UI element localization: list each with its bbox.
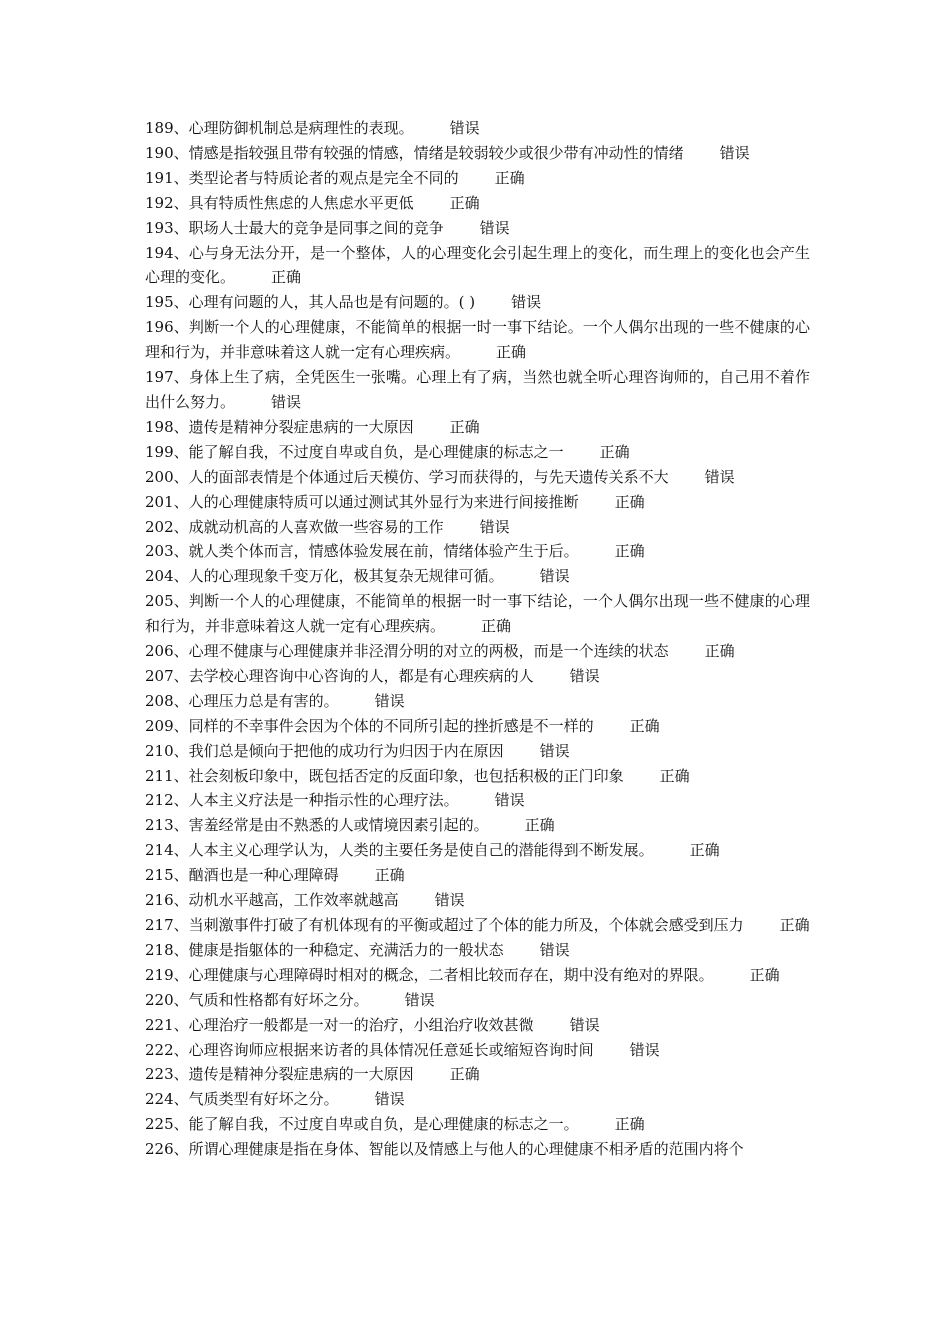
answer-text: 正确 [449,417,480,436]
question-item [145,938,810,963]
question-item [145,689,810,714]
answer-text: 错误 [434,891,465,910]
question-text: 192、具有特质性焦虑的人焦虑水平更低 [145,193,414,212]
question-text: 203、就人类个体而言，情感体验发展在前，情绪体验产生于后。 [145,542,579,561]
question-item [145,116,810,141]
question-text: 204、人的心理现象千变万化，极其复杂无规律可循。 [145,567,504,586]
answer-text: 正确 [496,343,527,362]
question-text: 214、人本主义心理学认为，人类的主要任务是使自己的潜能得到不断发展。 [145,841,654,860]
question-text: 209、同样的不幸事件会因为个体的不同所引起的挫折感是不一样的 [145,716,594,735]
question-item [145,1087,810,1112]
answer-text: 错误 [494,791,525,810]
answer-text: 正确 [374,866,405,885]
answer-text: 正确 [614,542,645,561]
question-item [145,166,810,191]
question-text: 216、动机水平越高，工作效率就越高 [145,891,399,910]
answer-text: 错误 [511,293,542,312]
question-item [145,515,810,540]
answer-text: 正确 [449,193,480,212]
question-item [145,888,810,913]
answer-text: 错误 [719,143,750,162]
question-item [145,764,810,789]
question-item [145,1013,810,1038]
question-item [145,539,810,564]
question-text: 190、情感是指较强且带有较强的情感，情绪是较弱较少或很少带有冲动性的情绪 [145,143,684,162]
question-item [145,813,810,838]
answer-text: 正确 [704,642,735,661]
document-page [145,116,810,1162]
answer-text: 错误 [569,666,600,685]
question-item [145,913,810,938]
question-item [145,440,810,465]
answer-text: 错误 [449,119,480,137]
answer-text: 正确 [599,442,630,461]
question-text: 217、当刺激事件打破了有机体现有的平衡或超过了个体的能力所及，个体就会感受到压力 [145,916,744,934]
question-item [145,838,810,863]
question-item [145,564,810,589]
answer-text: 错误 [539,567,570,586]
answer-text: 错误 [569,1015,600,1034]
answer-text: 错误 [271,392,302,411]
answer-text: 错误 [374,1090,405,1109]
question-text: 200、人的面部表情是个体通过后天模仿、学习而获得的，与先天遗传关系不大 [145,467,669,486]
question-text: 218、健康是指躯体的一种稳定、充满活力的一般状态 [145,940,504,959]
answer-text: 错误 [629,1040,660,1059]
answer-text: 错误 [479,218,510,237]
question-text: 225、能了解自我，不过度自卑或自负，是心理健康的标志之一。 [145,1115,579,1134]
answer-text: 正确 [524,816,555,835]
answer-text: 错误 [374,691,405,710]
question-text: 222、心理咨询师应根据来访者的具体情况任意延长或缩短咨询时间 [145,1040,594,1059]
question-item [145,788,810,813]
answer-text: 错误 [539,741,570,760]
answer-text: 正确 [629,716,660,735]
answer-text: 正确 [779,916,810,934]
question-item [145,863,810,888]
question-item [145,664,810,689]
question-item [145,490,810,515]
question-text: 191、类型论者与特质论者的观点是完全不同的 [145,168,459,187]
question-text: 211、社会刻板印象中，既包括否定的反面印象，也包括积极的正门印象 [145,766,624,785]
question-text: 224、气质类型有好坏之分。 [145,1090,339,1109]
question-item [145,141,810,166]
question-text: 194、心与身无法分开，是一个整体，人的心理变化会引起生理上的变化，而生理上的变化也会产生心理的变化。 [145,243,810,287]
question-item [145,191,810,216]
question-text: 219、心理健康与心理障碍时相对的概念，二者相比较而存在，期中没有绝对的界限。 [145,965,714,984]
question-text: 205、判断一个人的心理健康，不能简单的根据一时一事下结论，一个人偶尔出现一些不健康的心理和行为，并非意味着这人就一定有心理疾病。 [145,592,810,636]
question-text: 221、心理治疗一般都是一对一的治疗，小组治疗收效甚微 [145,1015,534,1034]
question-text: 223、遗传是精神分裂症患病的一大原因 [145,1065,414,1084]
question-item [145,365,810,415]
question-text: 207、去学校心理咨询中心咨询的人，都是有心理疾病的人 [145,666,534,685]
question-text: 212、人本主义疗法是一种指示性的心理疗法。 [145,791,459,810]
question-text: 201、人的心理健康特质可以通过测试其外显行为来进行间接推断 [145,492,579,511]
answer-text: 错误 [479,517,510,536]
question-text: 220、气质和性格都有好坏之分。 [145,990,369,1009]
question-text: 213、害羞经常是由不熟悉的人或情境因素引起的。 [145,816,489,835]
answer-text: 正确 [481,617,512,636]
question-item [145,963,810,988]
question-text: 206、心理不健康与心理健康并非泾渭分明的对立的两极，而是一个连续的状态 [145,642,669,661]
answer-text: 正确 [659,766,690,785]
answer-text: 正确 [449,1065,480,1084]
question-item [145,714,810,739]
question-item [145,589,810,639]
question-item [145,639,810,664]
question-text: 195、心理有问题的人，其人品也是有问题的。( ) [145,293,476,312]
question-text: 210、我们总是倾向于把他的成功行为归因于内在原因 [145,741,504,760]
answer-text: 正确 [614,492,645,511]
question-text: 199、能了解自我，不过度自卑或自负，是心理健康的标志之一 [145,442,564,461]
question-text: 215、酗酒也是一种心理障碍 [145,866,339,885]
question-text: 197、身体上生了病，全凭医生一张嘴。心理上有了病，当然也就全听心理咨询师的，自己用不着作出什么努力。 [145,368,810,411]
question-text: 208、心理压力总是有害的。 [145,691,339,710]
answer-text: 错误 [539,940,570,959]
answer-text: 错误 [704,467,735,486]
question-text: 202、成就动机高的人喜欢做一些容易的工作 [145,517,444,536]
question-item [145,1038,810,1063]
answer-text: 错误 [404,990,435,1009]
question-text: 226、所谓心理健康是指在身体、智能以及情感上与他人的心理健康不相矛盾的范围内将个 [145,1140,744,1159]
answer-text: 正确 [494,168,525,187]
question-item [145,739,810,764]
question-item [145,465,810,490]
answer-text: 正确 [689,841,720,860]
question-item [145,290,810,315]
question-text: 196、判断一个人的心理健康，不能简单的根据一时一事下结论。一个人偶尔出现的一些不健康的心理和行为，并非意味着这人就一定有心理疾病。 [145,318,810,362]
question-text: 189、心理防御机制总是病理性的表现。 [145,119,414,137]
question-item [145,315,810,365]
question-item [145,1062,810,1087]
question-item [145,988,810,1013]
answer-text: 正确 [614,1115,645,1134]
answer-text: 正确 [271,268,302,287]
answer-text: 正确 [749,965,780,984]
question-item [145,241,810,291]
question-item [145,1112,810,1137]
question-item [145,1137,810,1162]
question-item [145,415,810,440]
question-item [145,216,810,241]
question-text: 198、遗传是精神分裂症患病的一大原因 [145,417,414,436]
question-text: 193、职场人士最大的竞争是同事之间的竞争 [145,218,444,237]
